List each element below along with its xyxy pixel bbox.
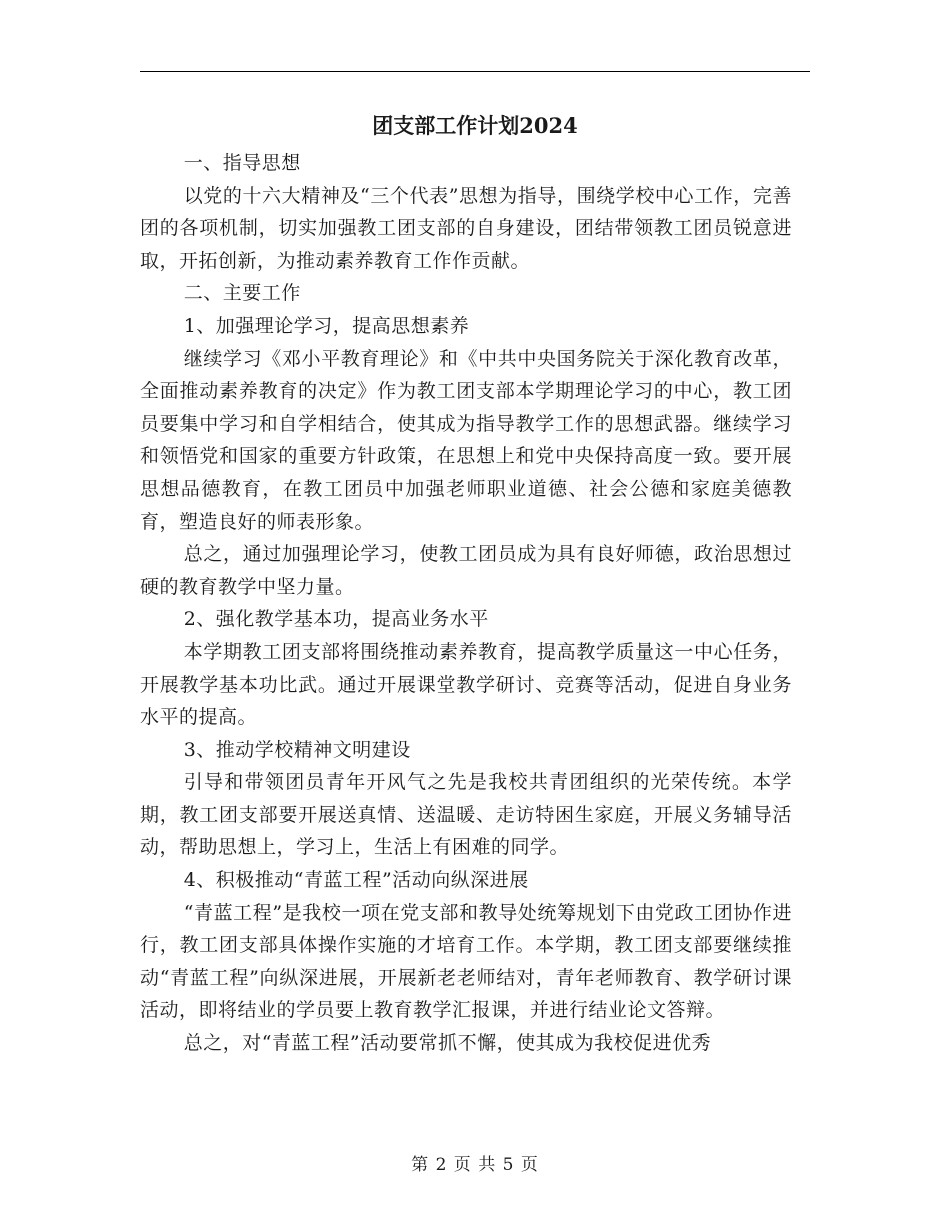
paragraph-theory-summary: 总之，通过加强理论学习，使教工团员成为具有良好师德，政治思想过硬的教育教学中坚力量。 [140, 543, 792, 598]
page-number-footer: 第 2 页 共 5 页 [411, 1155, 539, 1175]
section-heading-guiding-ideology: 一、指导思想 [183, 152, 301, 174]
paragraph-qinglan-summary: 总之，对“青蓝工程”活动要常抓不懈，使其成为我校促进优秀 [183, 1032, 712, 1055]
paragraph-civilization: 引导和带领团员青年开风气之先是我校共青团组织的光荣传统。本学期，教工团支部要开展送真情、送温暖、走访特困生家庭，开展义务辅导活动，帮助思想上，学习上，生活上有困难的同学。 [140, 771, 792, 859]
paragraph-guiding-ideology: 以党的十六大精神及“三个代表”思想为指导，围绕学校中心工作，完善团的各项机制，切实加强教工团支部的自身建设，团结带领教工团员锐意进取，开拓创新，为推动素养教育工作作贡献。 [140, 184, 792, 272]
subheading-civilization: 3、推动学校精神文明建设 [183, 738, 411, 761]
section-heading-main-work: 二、主要工作 [183, 282, 301, 305]
subheading-theory-study: 1、加强理论学习，提高思想素养 [183, 314, 470, 337]
paragraph-teaching-skills: 本学期教工团支部将围绕推动素养教育，提高教学质量这一中心任务，开展教学基本功比武。通过开展课堂教学研讨、竞赛等活动，促进自身业务水平的提高。 [140, 640, 792, 729]
header-rule [140, 71, 810, 72]
document-title: 团支部工作计划2024 [372, 113, 578, 138]
paragraph-theory-study: 继续学习《邓小平教育理论》和《中共中央国务院关于深化教育改革，全面推动素养教育的决定》作为教工团支部本学期理论学习的中心，教工团员要集中学习和自学相结合，使其成为指导教学工作的思想武器。继续学习和领悟党和国家的重要方针政策，在思想上和党中央保持高度一致。要开展思想品德教育，在教工团员中加强老师职业道德、社会公德和家庭美德教育，塑造良好的师表形象。 [140, 347, 792, 533]
document-body [140, 147, 792, 1060]
paragraph-qinglan-project: “青蓝工程”是我校一项在党支部和教导处统筹规划下由党政工团协作进行，教工团支部具体操作实施的才培育工作。本学期，教工团支部要继续推动“青蓝工程”向纵深进展，开展新老老师结对，青年老师教育、教学研讨课活动，即将结业的学员要上教育教学汇报课，并进行结业论文答辩。 [140, 901, 792, 1022]
subheading-teaching-skills: 2、强化教学基本功，提高业务水平 [183, 608, 489, 631]
subheading-qinglan-project: 4、积极推动“青蓝工程”活动向纵深进展 [183, 869, 529, 892]
